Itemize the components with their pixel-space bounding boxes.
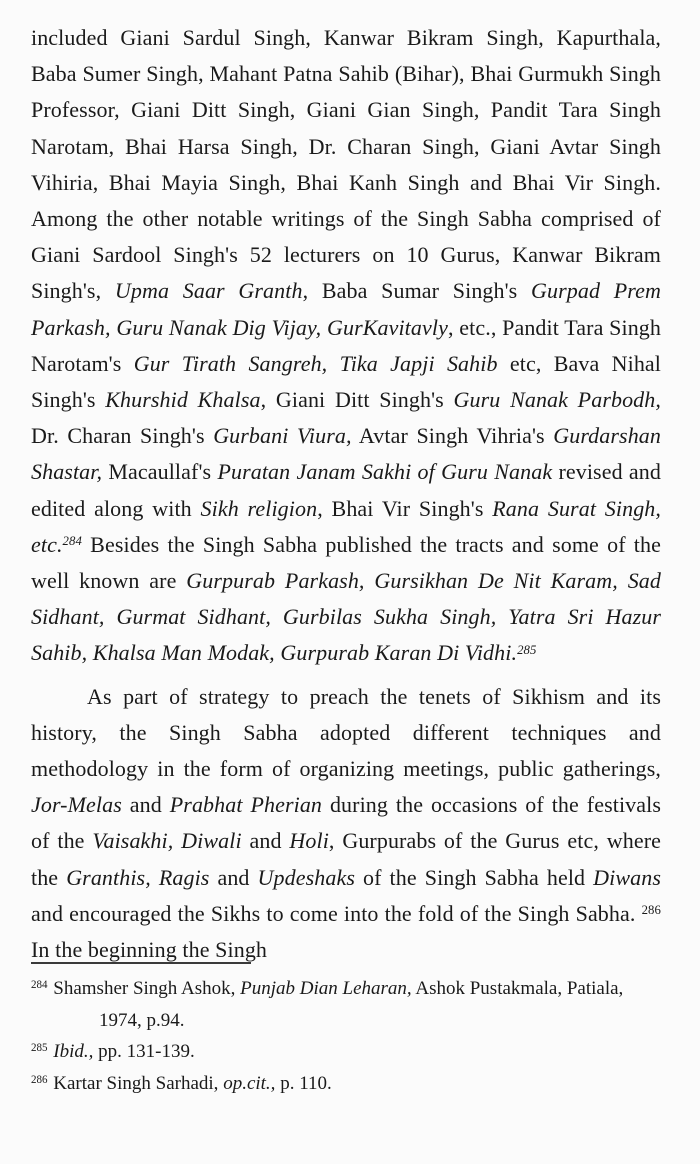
footnote-marker-285: 285 [31, 1042, 48, 1055]
body-text-run: As part of strategy to preach the tenets of Sikhism and its history, the Singh Sabha adopted different techniques and methodology in the form of organizing meetings, public gatherings, [31, 683, 661, 782]
body-text-run: included Giani Sardul Singh, Kanwar Bikram Singh, Kapurthala, Baba Sumer Singh, Mahant Patna Sahib (Bihar), Bhai Gurmukh Singh Professor, Giani Ditt Singh, Giani Gian Singh, Pandit Tara Singh Narotam, Bhai Harsa Singh, Dr. Charan Singh, Giani Avtar Singh Vihiria, Bhai Mayia Singh, Bhai Kanh Singh and Bhai Vir Singh. Among the other notable writings of the Singh Sabha comprised of Giani Sardool Singh's 52 lecturers on 10 Gurus, Kanwar Bikram Singh's, [31, 25, 661, 304]
body-text-run: and [241, 828, 290, 854]
body-text-run: , Bhai Vir Singh's [317, 495, 493, 521]
footnote-284 [31, 973, 663, 1036]
body-text-run: Shamsher Singh Ashok, [48, 978, 241, 999]
italic-text: Sikh religion [200, 495, 318, 521]
body-text-run: pp. 131-139. [93, 1041, 195, 1062]
body-text-run: during the occasions of the festivals of the [31, 792, 661, 854]
italic-text: Rana Surat Singh, etc. [31, 495, 661, 557]
body-text-run: , Giani Ditt Singh's [260, 387, 454, 413]
italic-text: Ibid., [53, 1041, 94, 1062]
italic-text: Updeshaks [257, 864, 355, 890]
body-text-run: Macaullaf's [102, 459, 218, 485]
body-text-run: , etc., Pandit Tara Singh Narotam's [31, 314, 661, 376]
footnote-area [31, 962, 663, 1099]
body-text-run: revised and edited along with [31, 459, 662, 521]
italic-text: Khurshid Khalsa [105, 387, 261, 413]
italic-text: Jor-Melas [31, 792, 122, 818]
paragraph-2 [31, 679, 661, 969]
footnote-marker-284: 284 [31, 979, 48, 992]
body-text-run: p. 110. [275, 1072, 332, 1094]
italic-text: Gurpad Prem Parkash, Guru Nanak Dig Vijay, GurKavitavly [31, 278, 662, 340]
body-text-run: Besides the Singh Sabha published the tracts and some of the well known are [31, 531, 661, 594]
paragraph-1 [31, 20, 661, 672]
italic-text: Prabhat Pherian [169, 792, 323, 818]
italic-text: Vaisakhi, Diwali [92, 828, 242, 854]
body-text-run: and [121, 792, 170, 818]
body-text-run: and encouraged the Sikhs to come into the fold of the Singh Sabha. [31, 900, 642, 926]
body-text-run: etc, Bava Nihal Singh's [31, 350, 661, 413]
italic-text: Gurbani Viura, [213, 423, 352, 449]
italic-text: Gurdarshan Shastar, [31, 423, 661, 485]
footnote-ref-286: 286 [641, 903, 661, 918]
italic-text: op.cit., [223, 1072, 276, 1094]
italic-text: Granthis, Ragis [66, 864, 210, 890]
body-text-run: In the beginning the Singh [31, 937, 268, 963]
body-text-run: Kartar Singh Sarhadi, [48, 1072, 224, 1094]
italic-text: Gurpurab Parkash, Gursikhan De Nit Karam, Sad Sidhant, Gurmat Sidhant, Gurbilas Sukha Singh, Yatra Sri Hazur Sahib, Khalsa Man Modak, Gurpurab Karan Di Vidhi. [31, 568, 661, 666]
body-text-run: Avtar Singh Vihria's [351, 423, 554, 449]
footnote-ref-285: 285 [517, 642, 537, 657]
italic-text: Guru Nanak Parbodh, [453, 387, 661, 413]
italic-text: Gur Tirath Sangreh, Tika Japji Sahib [133, 350, 498, 376]
footnote-ref-284: 284 [62, 534, 82, 549]
body-text-run: , Baba Sumar Singh's [302, 278, 532, 304]
body-text-run: Dr. Charan Singh's [31, 423, 214, 449]
footnote-marker-286: 286 [31, 1073, 48, 1086]
italic-text: Punjab Dian Leharan, [240, 978, 412, 999]
italic-text: Holi [289, 828, 329, 854]
body-text-run: , Gurpurabs of the Gurus etc, where the [31, 828, 662, 890]
body-text-run: Ashok Pustakmala, Patiala, 1974, p.94. [99, 978, 624, 1031]
footnote-list [31, 973, 663, 1099]
italic-text: Puratan Janam Sakhi of Guru Nanak [217, 459, 553, 485]
footnote-286 [31, 1068, 663, 1100]
document-body [31, 20, 661, 968]
footnote-285 [31, 1036, 663, 1068]
footnote-separator [31, 962, 251, 964]
italic-text: Upma Saar Granth [114, 278, 303, 304]
body-text-run: and [209, 864, 258, 890]
body-text-run: of the Singh Sabha held [355, 864, 594, 890]
italic-text: Diwans [593, 864, 661, 890]
